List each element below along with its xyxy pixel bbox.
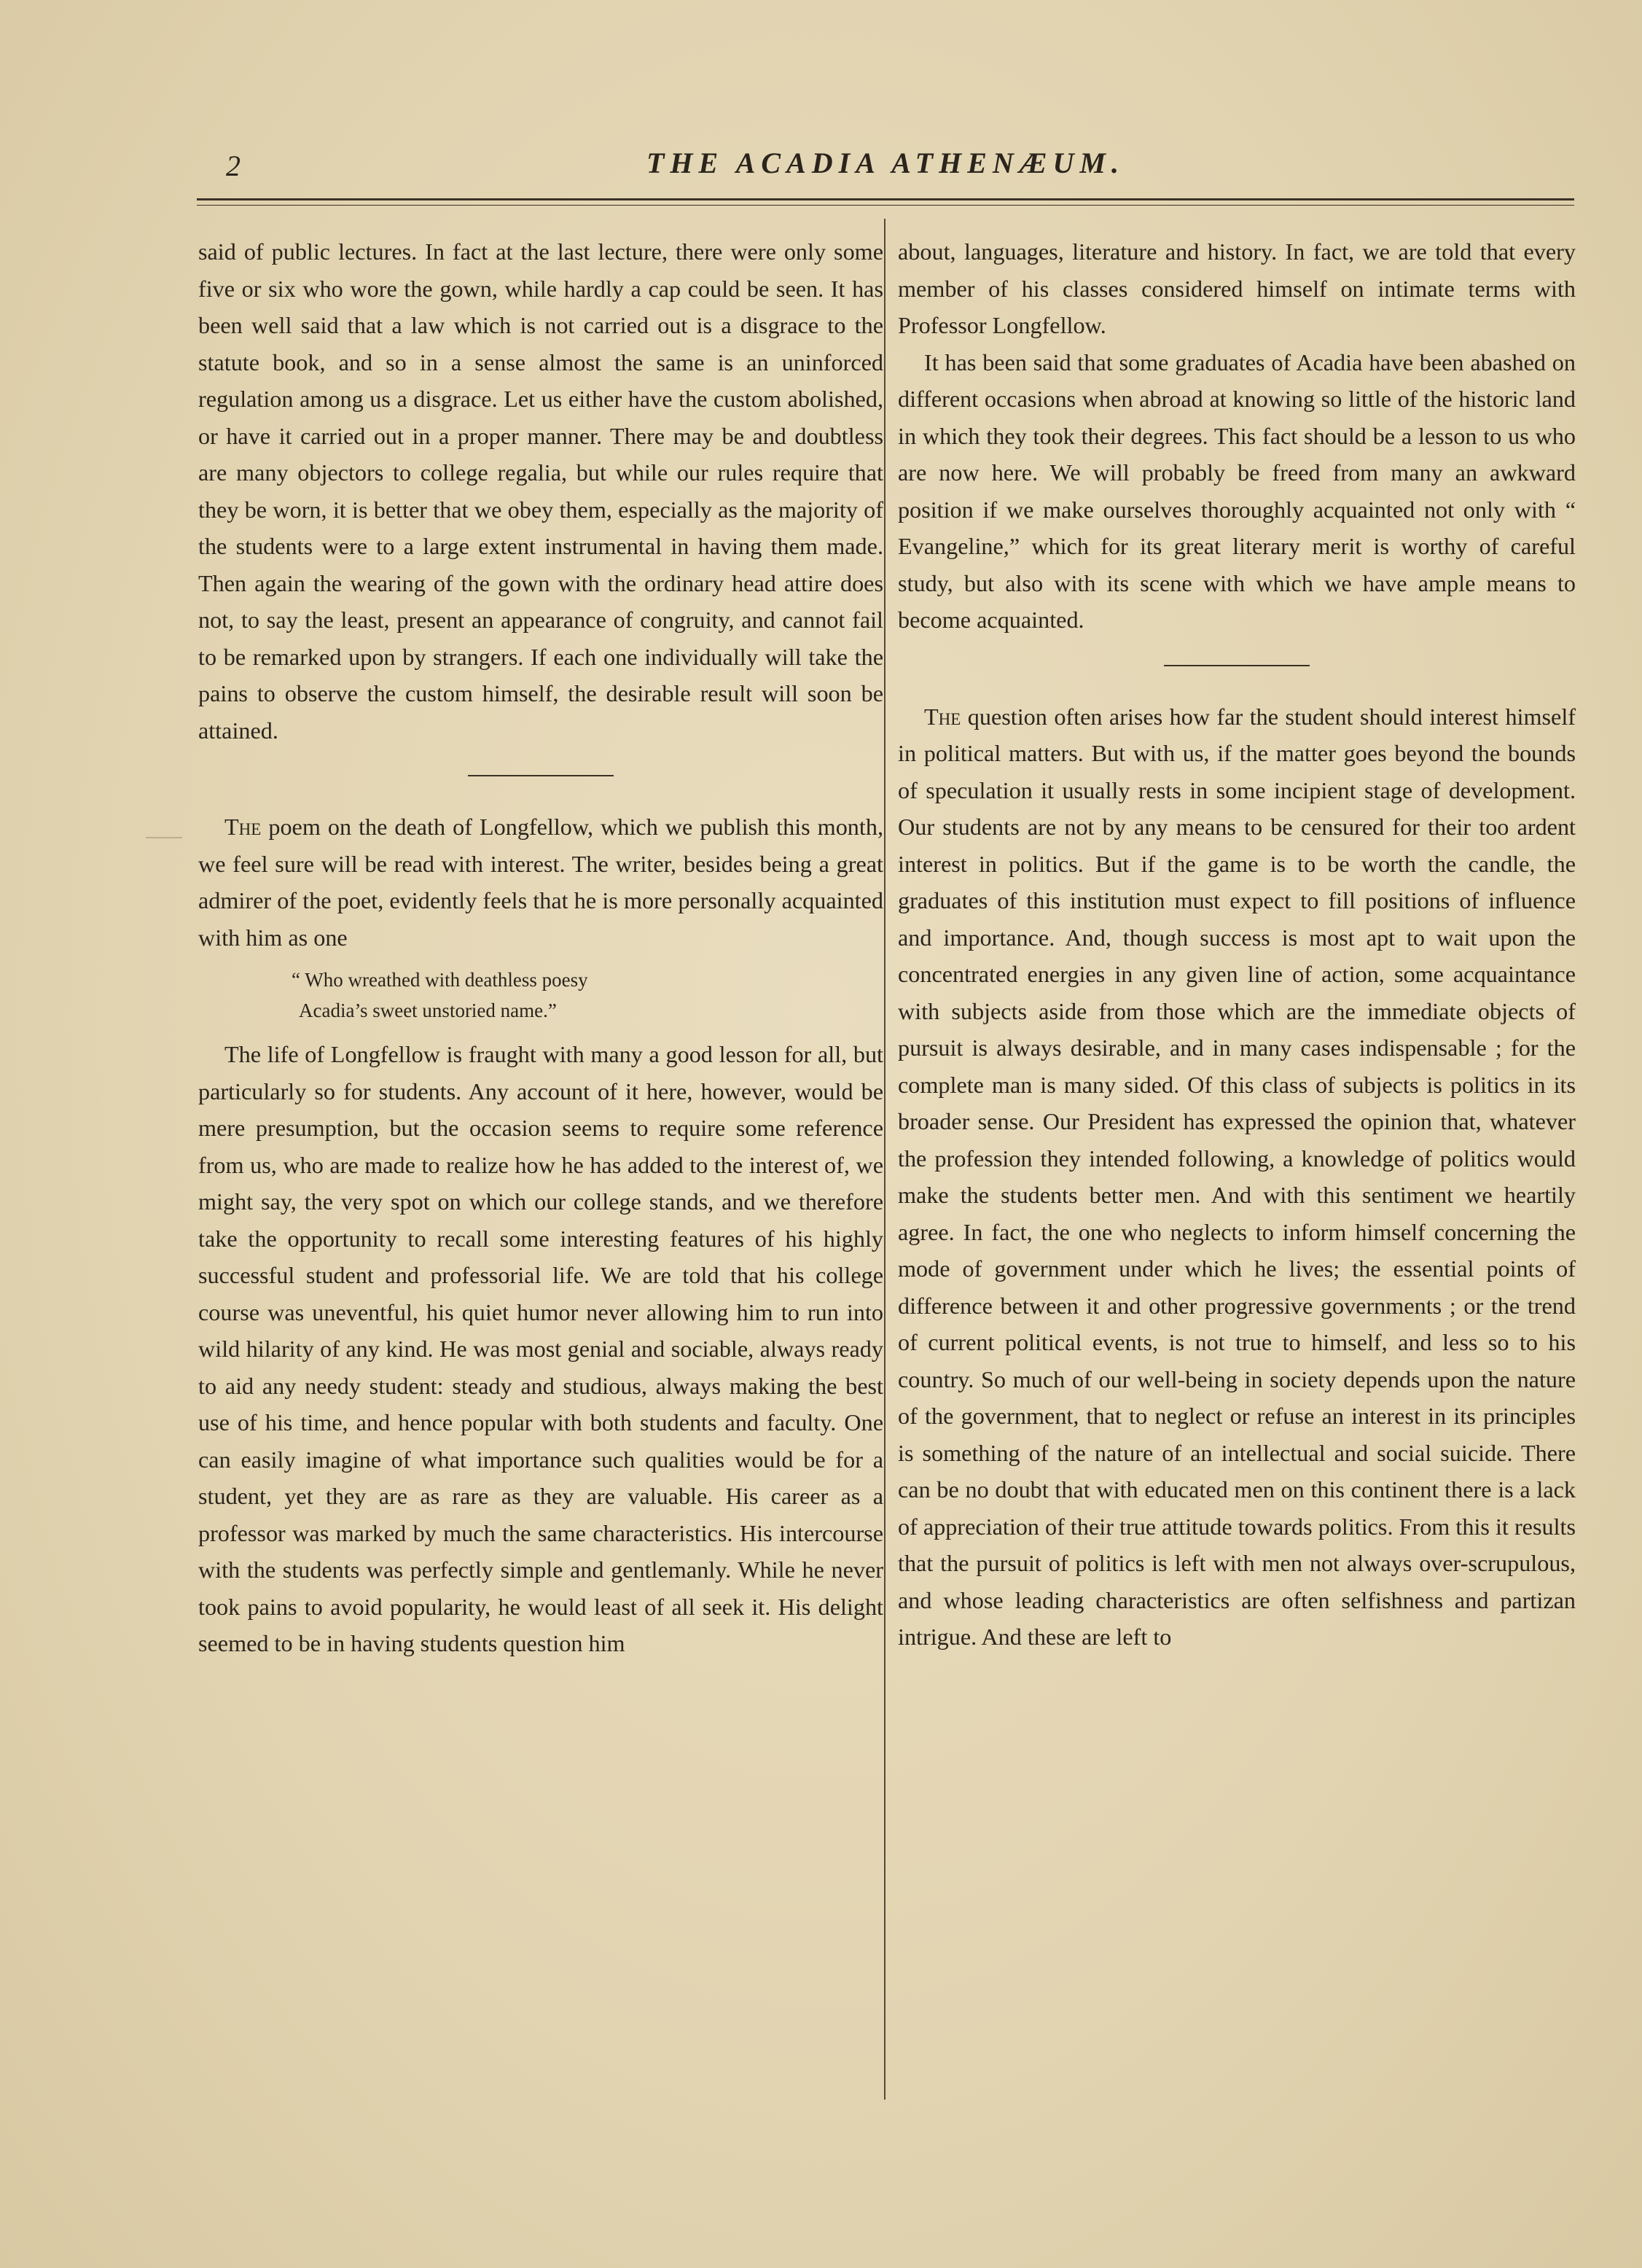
quote-line: “ Who wreathed with deathless poesy — [292, 969, 588, 991]
right-column — [898, 233, 1576, 1656]
paragraph-text: poem on the death of Longfellow, which we publish this month, we feel sure will be read with interest. The writer, besides being a great admirer of the poet, evidently feels that he is more personally acquainted with him as one — [198, 814, 883, 951]
left-paragraph-longfellow-life: The life of Longfellow is fraught with many a good lesson for all, but particularly so for students. Any account of it here, however, would be mere presumption, but the occasion seems to require some reference from us, who are made to realize how he has added to the interest of, we might say, the very spot on which our college stands, and we therefore take the opportunity to recall some interesting features of his highly successful student and professorial life. We are told that his college course was uneventful, his quiet humor never allowing him to run into wild hilarity of any kind. He was most genial and sociable, always ready to aid any needy student: steady and studious, always making the best use of his time, and hence popular with both students and faculty. One can easily imagine of what importance such qualities would be for a student, yet they are as rare as they are valuable. His career as a professor was marked by much the same characteristics. His intercourse with the students was perfectly simple and gentlemanly. While he never took pains to avoid popularity, he would least of all seek it. His delight seemed to be in having students question him — [198, 1041, 883, 1656]
right-paragraph-acadia: It has been said that some graduates of Acadia have been abashed on different occasions when abroad at knowing so little of the historic land in which they took their degrees. This fact should be a lesson to us who are now here. We will probably be freed from many an awkward position if we make ourselves thoroughly acquainted not only with “ Evangeline,” which for its great literary merit is worthy of careful study, but also with its scene with which we have ample means to become acquainted. — [898, 348, 1576, 633]
left-paragraph-poem — [198, 808, 883, 956]
left-paragraph-lectures: said of public lectures. In fact at the last lecture, there were only some five or six who wore the gown, while hardly a cap could be seen. It has been well said that a law which is not carried out is a disgrace to the statute book, and so in a sense almost the same is an uninforced regulation among us a disgrace. Let us either have the custom abolished, or have it carried out in a proper manner. There may be and doubtless are many objectors to college regalia, but while our rules require that they be worn, it is better that we obey them, especially as the majority of the students were to a large extent instrumental in having them made. Then again the wearing of the gown with the ordinary head attire does not, to say the least, present an appearance of congruity, and cannot fail to be remarked upon by strangers. If each one individually will take the pains to observe the custom himself, the desirable result will soon be attained. — [198, 238, 883, 744]
journal-title: THE ACADIA ATHENÆUM. — [646, 147, 1125, 179]
header-rule — [197, 198, 1574, 200]
right-paragraph-politics — [898, 698, 1576, 1656]
page-number: 2 — [226, 149, 241, 182]
quote-line: Acadia’s sweet unstoried name.” — [299, 999, 557, 1021]
section-divider — [1164, 665, 1310, 666]
drop-lead: The — [924, 703, 961, 730]
left-column — [198, 233, 883, 1662]
paragraph-text: question often arises how far the student should interest himself in political matters. But with us, if the matter goes beyond the bounds of speculation it usually rests in some incipient stage of development. Our students are not by any means to be censured for their too ardent interest in politics. But if the game is to be worth the candle, the graduates of this institution must expect to fill positions of influence and importance. And, though success is most apt to wait upon the concentrated energies in any given line of action, some acquaintance with subjects aside from those which are the immediate objects of pursuit is always desirable, and in many cases indispensable ; for the complete man is many sided. Of this class of subjects is politics in its broader sense. Our President has expressed the opinion that, whatever the profession they intended following, a knowledge of politics would make the students better men. And with this sentiment we heartily agree. In fact, the one who neglects to inform himself concerning the mode of government under which he lives; the essential points of difference between it and other progressive governments ; or the trend of current political events, is not true to himself, and less so to his country. So much of our well-being in society depends upon the nature of the government, that to neglect or refuse an interest in its principles is something of the nature of an intellectual and social suicide. There can be no doubt that with educated men on this continent there is a lack of appreciation of their true attitude towards politics. From this it results that the pursuit of politics is left with men not always over-scrupulous, and whose leading characteristics are often selfishness and partizan intrigue. And these are left to — [898, 703, 1576, 1650]
drop-lead: The — [224, 814, 262, 840]
right-paragraph-languages: about, languages, literature and history. In fact, we are told that every member of his classes considered himself on intimate terms with Professor Longfellow. — [898, 238, 1576, 338]
header-rule-thin — [197, 205, 1574, 206]
column-divider — [884, 219, 885, 2100]
margin-mark — [146, 837, 182, 838]
poem-quote — [198, 965, 883, 1026]
running-head — [197, 146, 1574, 197]
section-divider — [468, 775, 614, 776]
